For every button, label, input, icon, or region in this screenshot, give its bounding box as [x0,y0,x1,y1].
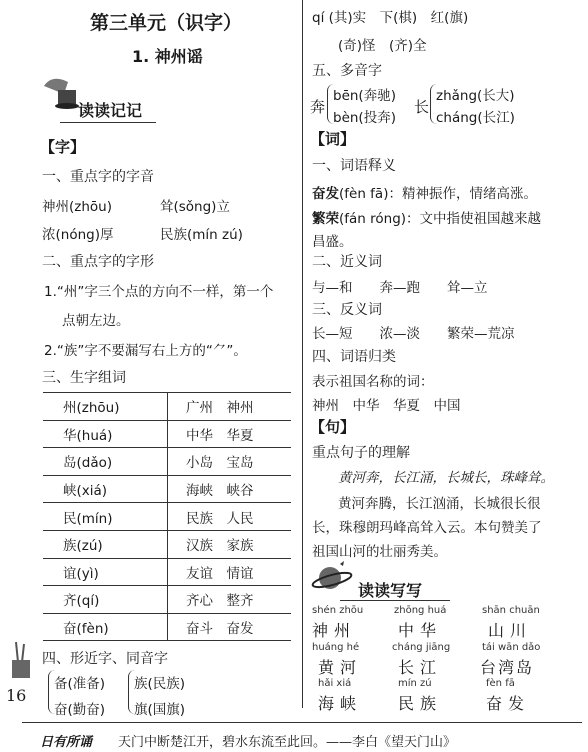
ju-heading: 重点句子的理解 [312,445,410,461]
qi-line-2: (奇)怪 (齐)全 [338,38,427,54]
s4-heading: 四、形近字、同音字 [42,651,168,667]
pinyin: cháng jiāng [392,642,451,653]
similar-right-1: 族(民族) [134,676,186,692]
page-rule [22,722,582,723]
polyphone-1a: bēn(奔驰) [333,88,396,104]
table-row: 岛(dǎo) 小岛 宝岛 [43,448,291,476]
qi-line-1: qí (其)实 下(棋) 红(旗) [312,10,469,26]
read-write-title: 读读写写 [358,581,423,600]
polyphone-char-2: 长 [414,98,430,116]
word: 中华 [398,621,443,640]
explanation-1: 黄河奔腾，长江汹涌，长城很长很 [338,496,541,512]
synonym-heading: 二、近义词 [312,254,382,270]
pinyin: zhōng huá [394,605,447,616]
column-divider [302,0,303,708]
pinyin: shén zhōu [312,605,364,616]
s3-heading: 三、生字组词 [42,370,126,386]
similar-left-2: 奋(勤奋) [54,702,106,718]
word: 民族 [398,694,443,713]
polyphone-char-1: 奔 [310,98,326,116]
ci-s1-heading: 一、词语释义 [312,158,396,174]
pinyin: mín zú [398,678,432,689]
word: 海峡 [318,694,363,713]
table-row: 民(mín) 民族 人民 [43,503,291,531]
word: 山川 [488,621,533,640]
table-row: 族(zú) 汉族 家族 [43,530,291,558]
pencil-cup-icon [6,640,36,680]
polyphone-2a: zhǎng(长大) [436,88,515,104]
category-heading: 四、词语归类 [312,349,396,365]
ci-def-1 [312,182,537,202]
ci-tag: 【词】 [310,130,356,148]
word: 长江 [398,658,443,677]
explanation-2: 长，珠穆朗玛峰高耸入云。本句赞美了 [312,520,542,536]
category-line: 神州 中华 华夏 中国 [312,398,461,414]
ci-def-2-cont: 昌盛。 [312,234,353,250]
daily-recite-label: 日有所诵 [40,735,93,750]
table-row: 谊(yì) 友谊 情谊 [43,558,291,586]
word: 台湾岛 [480,658,535,677]
gramophone-icon [40,72,80,112]
shape-note-1: 1.“州”字三个点的方向不一样，第一个 [44,284,274,300]
table-row: 峡(xiá) 海峡 峡谷 [43,475,291,503]
similar-left-1: 备(准备) [54,676,106,692]
ju-tag: 【句】 [310,418,356,436]
pinyin: huáng hé [312,642,360,653]
shape-note-1-cont: 点朝左边。 [62,313,130,329]
table-row: 齐(qí) 齐心 整齐 [43,586,291,614]
category-intro: 表示祖国名称的词： [312,374,434,390]
similar-right-2: 旗(国旗) [134,702,186,718]
polyphone-2b: cháng(长江) [436,110,515,126]
title-underline [340,600,450,601]
key-sentence: 黄河奔，长江涌，长城长，珠峰耸。 [338,470,554,486]
title-underline [60,122,156,123]
table-row: 华(huá) 中华 华夏 [43,420,291,448]
synonym-line: 与—和 奔—跑 耸—立 [312,280,488,296]
vocab-table [43,392,291,641]
antonym-line: 长—短 浓—淡 繁荣—荒凉 [312,326,515,342]
definition: (fèn fā)：精神振作，情绪高涨。 [339,186,537,202]
term: 奋发 [312,186,339,202]
s2-heading: 二、重点字的字形 [42,254,154,270]
pron-item-2: 耸(sǒng)立 [160,199,230,215]
footer-poem: 天门中断楚江开，碧水东流至此回。——李白《望天门山》 [118,735,457,750]
definition: (fán róng)：文中指使祖国越来越 [339,211,542,227]
zi-tag: 【字】 [40,138,86,156]
ci-def-2 [312,207,541,227]
term: 繁荣 [312,211,339,227]
polyphone-1b: bèn(投奔) [333,110,396,126]
pron-item-4: 民族(mín zú) [160,227,243,243]
pron-item-3: 浓(nóng)厚 [42,227,114,243]
pron-item-1: 神州(zhōu) [42,199,112,215]
polyphone-heading: 五、多音字 [312,63,382,79]
antonym-heading: 三、反义词 [312,302,382,318]
unit-title: 第三单元（识字） [90,12,243,34]
pinyin: hǎi xiá [318,678,352,689]
table-row: 州(zhōu) 广州 神州 [43,393,291,421]
word: 黄河 [318,658,363,677]
pinyin: fèn fā [486,678,515,689]
s1-heading: 一、重点字的字音 [42,169,154,185]
read-remember-title: 读读记记 [78,101,143,120]
table-row: 奋(fèn) 奋斗 奋发 [43,613,291,641]
explanation-3: 祖国山河的壮丽秀美。 [312,544,447,560]
pinyin: tái wān dǎo [482,642,541,653]
lesson-title: 1. 神州谣 [132,47,203,66]
shape-note-2: 2.“族”字不要漏写右上方的“⺈”。 [44,343,247,359]
pinyin: shān chuān [482,605,540,616]
planet-icon [310,560,354,596]
word: 神州 [312,621,357,640]
page-number: 16 [6,686,27,705]
word: 奋发 [486,694,531,713]
